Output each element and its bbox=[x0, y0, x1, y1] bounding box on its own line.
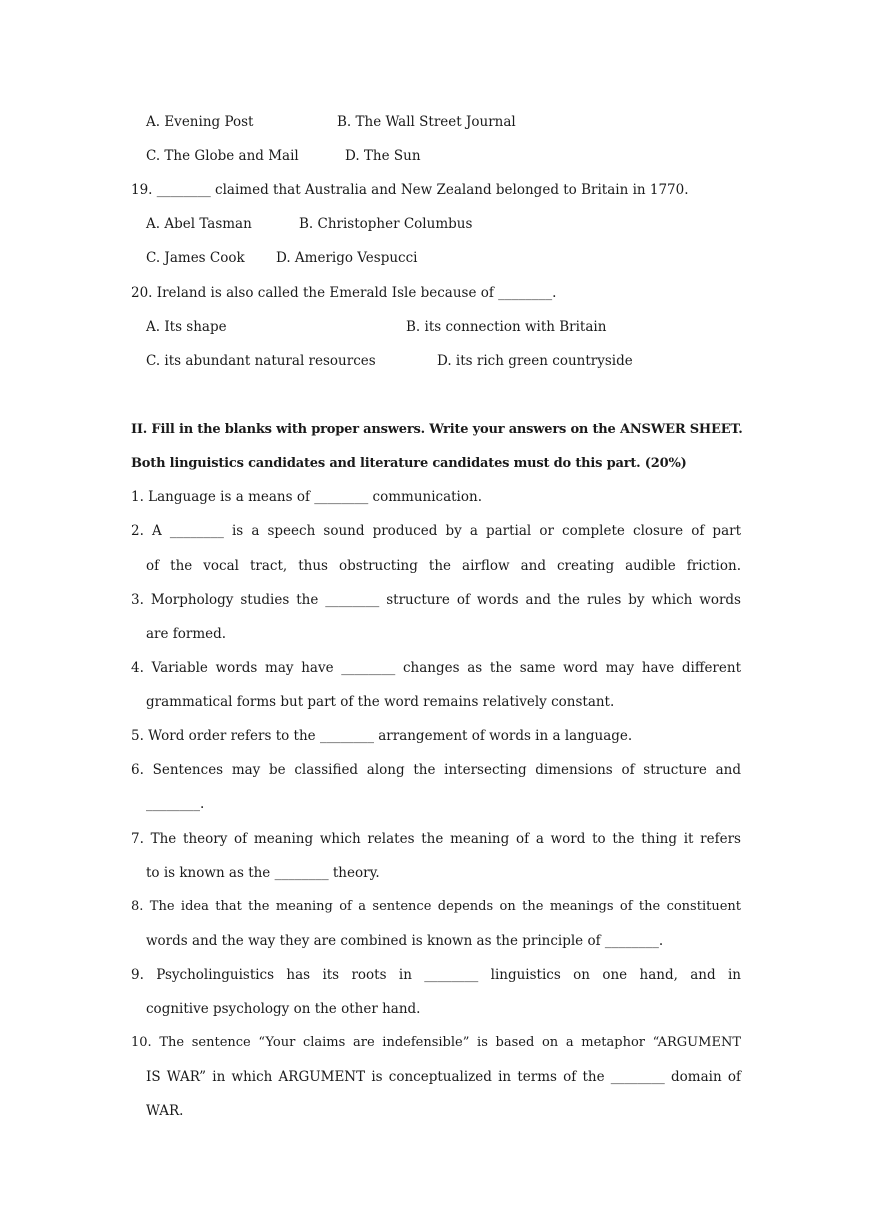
q19-stem: 19. ________ claimed that Australia and New Zealand belonged to Britain in 1770. bbox=[131, 182, 689, 198]
item-5: 5. Word order refers to the ________ arrangement of words in a language. bbox=[131, 728, 633, 744]
q20-stem: 20. Ireland is also called the Emerald Isle because of ________. bbox=[131, 285, 557, 301]
item-8-line1: 8. The idea that the meaning of a sentence depends on the meanings of the constituent bbox=[131, 899, 741, 914]
item-2-line1: 2. A ________ is a speech sound produced by a partial or complete closure of part bbox=[131, 523, 741, 539]
q20-option-c: C. its abundant natural resources bbox=[146, 353, 376, 369]
q19-option-d: D. Amerigo Vespucci bbox=[276, 250, 418, 266]
q18-option-b: B. The Wall Street Journal bbox=[337, 114, 516, 130]
item-10-line1: 10. The sentence “Your claims are indefensible” is based on a metaphor “ARGUMENT bbox=[131, 1035, 741, 1050]
section-heading-line1: II. Fill in the blanks with proper answers. Write your answers on the ANSWER SHEET. bbox=[131, 422, 743, 437]
item-1: 1. Language is a means of ________ communication. bbox=[131, 489, 482, 505]
item-3-line1: 3. Morphology studies the ________ structure of words and the rules by which words bbox=[131, 592, 741, 608]
item-4-line2: grammatical forms but part of the word remains relatively constant. bbox=[146, 694, 615, 710]
q20-option-b: B. its connection with Britain bbox=[406, 319, 607, 335]
q18-option-a: A. Evening Post bbox=[146, 114, 254, 130]
item-7-line1: 7. The theory of meaning which relates the meaning of a word to the thing it refers bbox=[131, 831, 741, 847]
item-6-line2: ________. bbox=[146, 796, 205, 812]
item-4-line1: 4. Variable words may have ________ changes as the same word may have different bbox=[131, 660, 741, 676]
item-7-line2: to is known as the ________ theory. bbox=[146, 865, 380, 881]
q19-option-b: B. Christopher Columbus bbox=[299, 216, 473, 232]
item-10-line2: IS WAR” in which ARGUMENT is conceptualized in terms of the ________ domain of bbox=[146, 1069, 741, 1085]
item-10-line3: WAR. bbox=[146, 1103, 184, 1119]
item-3-line2: are formed. bbox=[146, 626, 227, 642]
q20-option-d: D. its rich green countryside bbox=[437, 353, 633, 369]
item-8-line2: words and the way they are combined is known as the principle of ________. bbox=[146, 933, 664, 949]
q18-option-c: C. The Globe and Mail bbox=[146, 148, 299, 164]
section-heading-line2: Both linguistics candidates and literature candidates must do this part. (20%) bbox=[131, 456, 687, 471]
q20-option-a: A. Its shape bbox=[146, 319, 227, 335]
item-2-line2: of the vocal tract, thus obstructing the airflow and creating audible friction. bbox=[146, 558, 741, 574]
q19-option-c: C. James Cook bbox=[146, 250, 245, 266]
item-9-line2: cognitive psychology on the other hand. bbox=[146, 1001, 421, 1017]
item-6-line1: 6. Sentences may be classified along the intersecting dimensions of structure and bbox=[131, 762, 741, 778]
q19-option-a: A. Abel Tasman bbox=[146, 216, 252, 232]
item-9-line1: 9. Psycholinguistics has its roots in ________ linguistics on one hand, and in bbox=[131, 967, 741, 983]
q18-option-d: D. The Sun bbox=[345, 148, 421, 164]
